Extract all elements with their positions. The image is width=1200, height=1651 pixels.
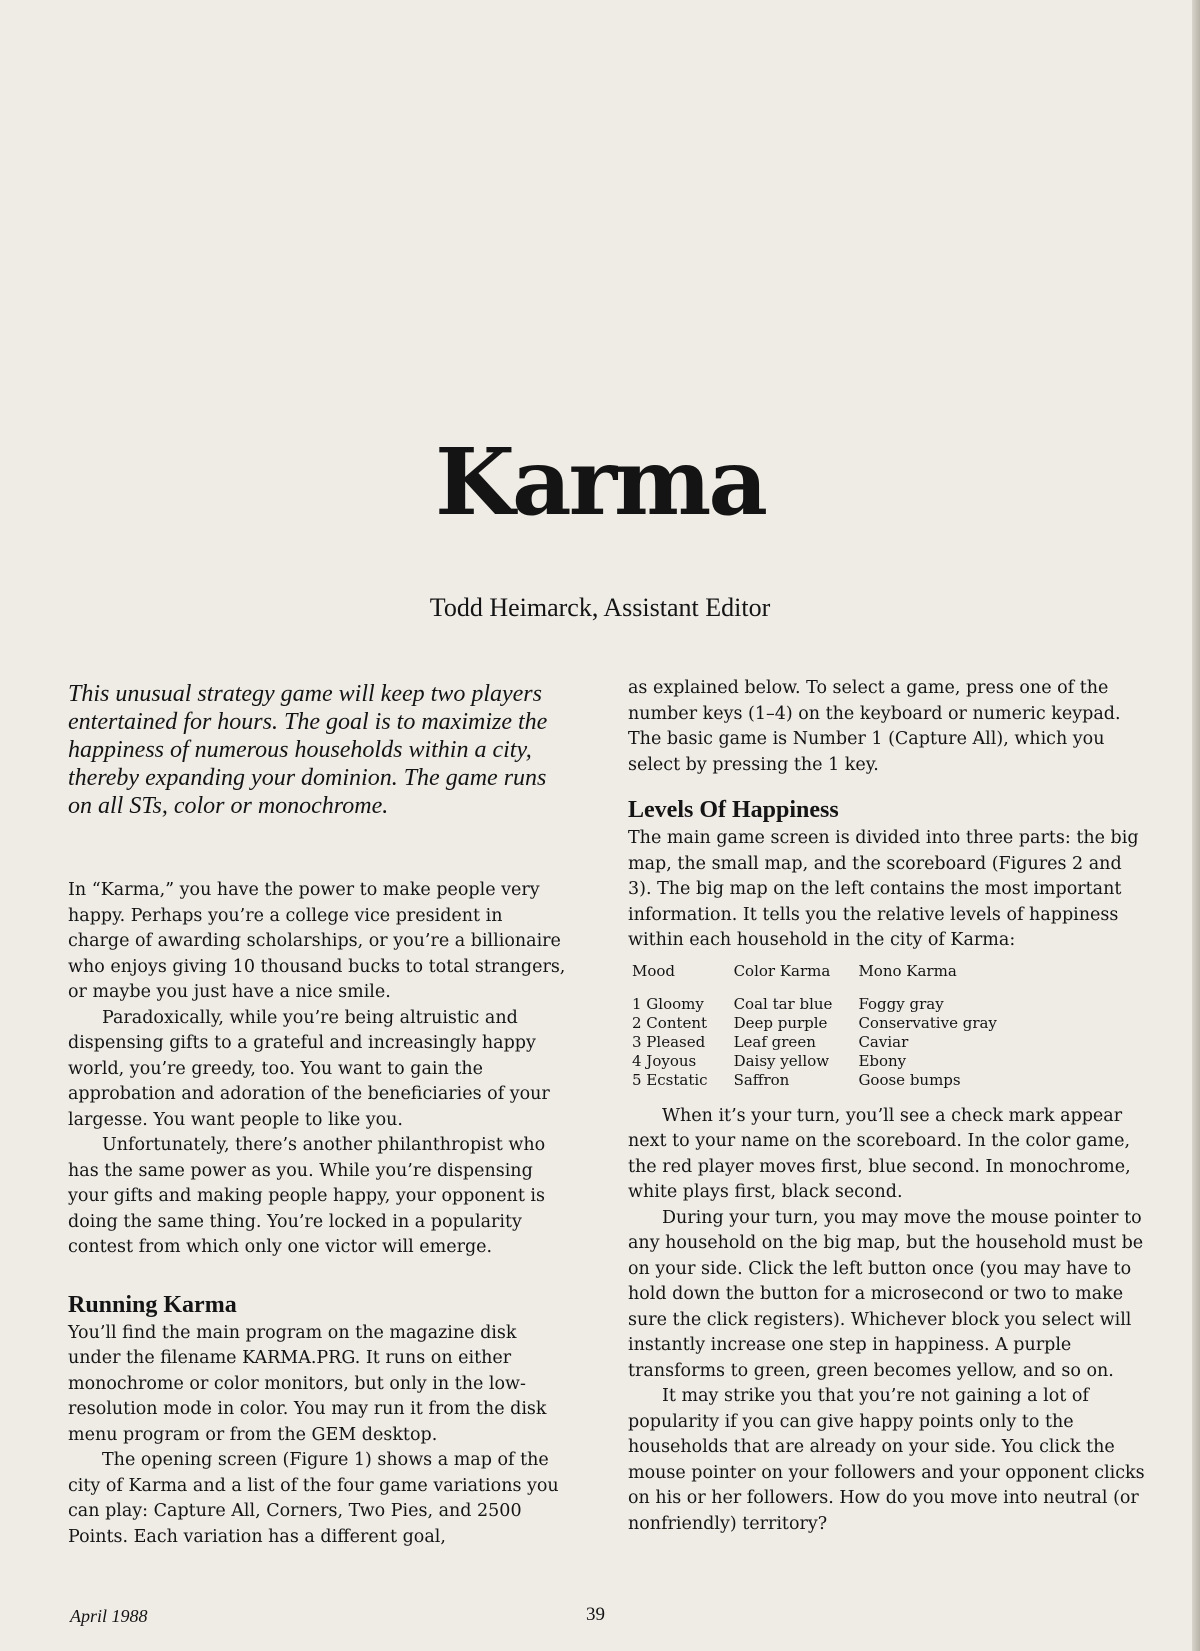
table-row <box>632 1071 1023 1090</box>
body-paragraph: Paradoxically, while you’re being altruistic and dispensing gifts to a grateful and increasingly happy world, you’re greedy, too. You want to gain the approbation and adoration of the beneficiaries of your largesse. You want people to like you. <box>68 1007 550 1130</box>
table-header: Mood <box>632 961 676 980</box>
body-paragraph: In “Karma,” you have the power to make people very happy. Perhaps you’re a college vice president in charge of awarding scholarships, or you’re a billionaire who enjoys giving 10 thousand bucks to total strangers, or maybe you just have a nice smile. <box>68 880 566 1002</box>
issue-date: April 1988 <box>70 1606 148 1626</box>
body-paragraph: You’ll find the main program on the magazine disk under the filename KARMA.PRG. It runs on either monochrome or color monitors, but only in the low-resolution mode in color. You may run it from the disk menu program or from the GEM desktop. <box>68 1322 547 1445</box>
left-column <box>68 680 568 1550</box>
table-cell: Saffron <box>733 1070 790 1089</box>
right-column <box>628 676 1148 1537</box>
page-number: 39 <box>586 1604 605 1625</box>
table-row <box>632 1014 1023 1033</box>
section-heading-levels-of-happiness: Levels Of Happiness <box>628 797 839 823</box>
body-paragraph: It may strike you that you’re not gaining a lot of popularity if you can give happy points only to the households that are already on your side. You click the mouse pointer on your followers and your opponent clicks on his or her followers. How do you move into neutral (or nonfriendly) territory? <box>628 1386 1145 1534</box>
table-header: Color Karma <box>733 961 831 980</box>
body-paragraph: When it’s your turn, you’ll see a check mark appear next to your name on the scoreboard. In the color game, the red player moves first, blue second. In monochrome, white plays first, black second. <box>628 1105 1131 1202</box>
body-paragraph: During your turn, you may move the mouse pointer to any household on the big map, but the household must be on your side. Click the left button once (you may have to hold down the button for a microsecond or two to make sure the click registers). Whichever block you select will instantly increase one step in happiness. A purple transforms to green, green becomes yellow, and so on. <box>628 1207 1144 1381</box>
table-cell: Conservative gray <box>858 1013 997 1032</box>
table-cell: 2 Content <box>632 1013 708 1032</box>
intro-deck: This unusual strategy game will keep two players entertained for hours. The goal is to maximize the happiness of numerous households within a city, thereby expanding your dominion. The game runs on all STs, color or monochrome. <box>68 681 548 819</box>
table-cell: Deep purple <box>733 1013 828 1032</box>
mood-table <box>632 962 1023 1090</box>
table-row <box>632 1033 1023 1052</box>
table-cell: Caviar <box>858 1032 909 1051</box>
table-cell: Daisy yellow <box>733 1051 830 1070</box>
section-heading-running-karma: Running Karma <box>68 1291 237 1318</box>
table-header: Mono Karma <box>858 961 957 980</box>
table-cell: Foggy gray <box>858 994 944 1013</box>
body-paragraph: Unfortunately, there’s another philanthropist who has the same power as you. While you’re dispensing your gifts and making people happy, your opponent is doing the same thing. You’re locked in a popularity contest from which only one victor will emerge. <box>68 1135 546 1257</box>
table-cell: 4 Joyous <box>632 1051 697 1070</box>
body-paragraph: The opening screen (Figure 1) shows a map of the city of Karma and a list of the four game variations you can play: Capture All, Corners, Two Pies, and 2500 Points. Each variation has a different goal, <box>68 1450 559 1547</box>
article-title: Karma <box>435 428 765 536</box>
body-paragraph: The main game screen is divided into three parts: the big map, the small map, and the scoreboard (Figures 2 and 3). The big map on the left contains the most important information. It tells you the relative levels of happiness within each household in the city of Karma: <box>628 828 1139 950</box>
page-edge <box>1192 0 1200 1651</box>
table-cell: Ebony <box>858 1051 907 1070</box>
table-cell: 3 Pleased <box>632 1032 706 1051</box>
byline: Todd Heimarck, Assistant Editor <box>429 593 771 622</box>
table-cell: 5 Ecstatic <box>632 1070 708 1089</box>
body-paragraph: as explained below. To select a game, press one of the number keys (1–4) on the keyboard or numeric keypad. The basic game is Number 1 (Capture All), which you select by pressing the 1 key. <box>628 678 1121 775</box>
table-cell: Coal tar blue <box>733 994 833 1013</box>
table-header-row <box>632 962 1023 995</box>
table-row <box>632 995 1023 1014</box>
table-cell: Goose bumps <box>858 1070 961 1089</box>
table-cell: Leaf green <box>733 1032 816 1051</box>
table-cell: 1 Gloomy <box>632 994 704 1013</box>
table-row <box>632 1052 1023 1071</box>
